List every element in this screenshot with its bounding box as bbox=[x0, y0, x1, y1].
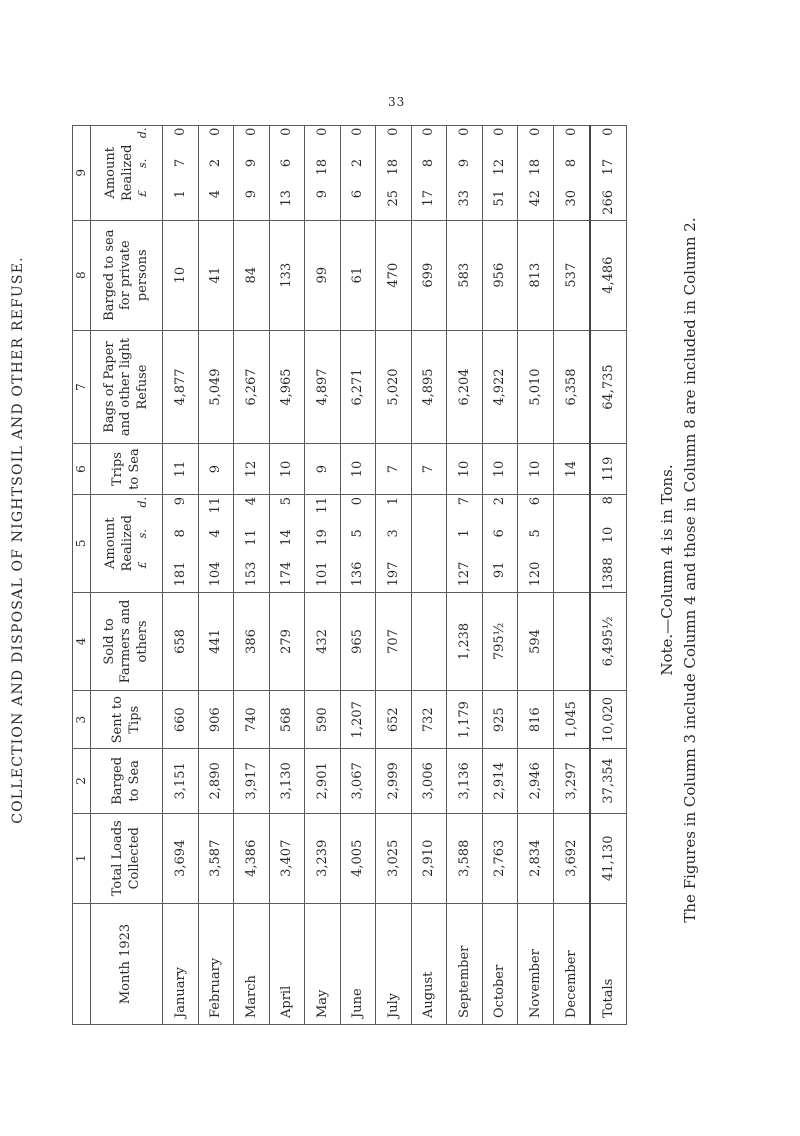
trips-cell: 7 bbox=[376, 444, 412, 495]
shillings-value: 9 bbox=[456, 158, 472, 168]
pence-value: 0 bbox=[527, 127, 543, 136]
sold-cell: 432 bbox=[305, 592, 341, 691]
pence-value: 1 bbox=[385, 496, 401, 506]
amount-lsd bbox=[528, 126, 543, 220]
sent-to-tips-cell: 740 bbox=[234, 691, 270, 749]
amount-realized-cell bbox=[198, 494, 234, 592]
amount-realized-cell-9 bbox=[234, 126, 270, 221]
amount-realized-cell bbox=[269, 494, 305, 592]
sold-cell: 707 bbox=[376, 592, 412, 691]
barged-private-cell: 4,486 bbox=[590, 220, 627, 330]
sent-to-tips-header: Sent to Tips bbox=[91, 691, 163, 749]
amount-lsd bbox=[315, 495, 330, 592]
barged-private-cell: 470 bbox=[376, 220, 412, 330]
table-row bbox=[269, 126, 305, 1025]
month-cell: May bbox=[305, 904, 341, 1025]
pence-value: 9 bbox=[172, 496, 188, 506]
pence-value: 7 bbox=[456, 496, 472, 506]
month-header: Month 1923 bbox=[91, 904, 163, 1025]
pence-value: 8 bbox=[600, 496, 616, 505]
pence-value: 0 bbox=[421, 127, 437, 136]
barged-private-cell: 61 bbox=[340, 220, 376, 330]
pounds-value: 120 bbox=[527, 561, 543, 587]
amount-realized-cell bbox=[553, 494, 590, 592]
barged-private-header: Barged to sea for private persons bbox=[91, 220, 163, 330]
table-row bbox=[340, 126, 376, 1025]
month-cell: July bbox=[376, 904, 412, 1025]
shillings-value: 18 bbox=[314, 158, 330, 176]
amount-lsd bbox=[421, 126, 436, 220]
amount-lsd bbox=[244, 126, 259, 220]
total-loads-cell: 2,834 bbox=[518, 813, 554, 903]
bags-cell: 4,877 bbox=[163, 330, 199, 444]
col-number: 1 bbox=[73, 813, 91, 903]
shillings-value: 12 bbox=[492, 158, 508, 176]
col-number: 8 bbox=[73, 220, 91, 330]
shillings-value: 2 bbox=[208, 158, 224, 168]
pounds-value: 266 bbox=[600, 189, 616, 215]
pounds-unit: £ bbox=[135, 189, 149, 197]
bags-cell: 64,735 bbox=[590, 330, 627, 444]
month-cell: September bbox=[447, 904, 483, 1025]
bags-cell: 4,965 bbox=[269, 330, 305, 444]
pence-value: 0 bbox=[600, 127, 616, 136]
amount-lsd bbox=[208, 126, 223, 220]
pence-value: 11 bbox=[314, 496, 330, 514]
barged-to-sea-header: Barged to Sea bbox=[91, 749, 163, 813]
shillings-unit: s. bbox=[135, 158, 149, 168]
amount-realized-cell bbox=[518, 494, 554, 592]
pounds-value: 25 bbox=[385, 189, 401, 207]
table-row bbox=[376, 126, 412, 1025]
total-loads-cell: 2,910 bbox=[411, 813, 447, 903]
bags-cell: 4,895 bbox=[411, 330, 447, 444]
barged-to-sea-cell: 2,914 bbox=[482, 749, 518, 813]
amount-lsd bbox=[386, 495, 401, 592]
shillings-value: 11 bbox=[243, 529, 259, 546]
amount-lsd bbox=[492, 126, 507, 220]
bags-cell: 4,922 bbox=[482, 330, 518, 444]
barged-to-sea-cell: 3,297 bbox=[553, 749, 590, 813]
bags-cell: 6,267 bbox=[234, 330, 270, 444]
amount-lsd bbox=[208, 495, 223, 592]
shillings-value: 8 bbox=[172, 529, 188, 538]
shillings-value: 18 bbox=[385, 158, 401, 176]
pounds-value: 104 bbox=[208, 561, 224, 587]
col-number: 3 bbox=[73, 691, 91, 749]
trips-cell: 12 bbox=[234, 444, 270, 495]
table-row bbox=[518, 126, 554, 1025]
pence-value: 0 bbox=[172, 127, 188, 136]
trips-cell: 11 bbox=[163, 444, 199, 495]
bags-cell: 5,020 bbox=[376, 330, 412, 444]
col-number: 2 bbox=[73, 749, 91, 813]
barged-to-sea-cell: 3,917 bbox=[234, 749, 270, 813]
month-cell: Totals bbox=[590, 904, 627, 1025]
pounds-value: 4 bbox=[208, 189, 224, 199]
month-cell: August bbox=[411, 904, 447, 1025]
pounds-value: 174 bbox=[279, 561, 295, 587]
pounds-value: 101 bbox=[314, 561, 330, 587]
table-row bbox=[553, 126, 590, 1025]
amount-lsd bbox=[457, 495, 472, 592]
trips-cell: 10 bbox=[518, 444, 554, 495]
shillings-value: 6 bbox=[279, 158, 295, 168]
amount-realized-cell bbox=[482, 494, 518, 592]
pence-value: 5 bbox=[279, 496, 295, 506]
bags-cell: 5,049 bbox=[198, 330, 234, 444]
pence-value: 4 bbox=[243, 496, 259, 506]
amount-lsd bbox=[528, 495, 543, 592]
sold-cell: 386 bbox=[234, 592, 270, 691]
trips-cell: 10 bbox=[340, 444, 376, 495]
table-row bbox=[234, 126, 270, 1025]
sent-to-tips-cell: 1,045 bbox=[553, 691, 590, 749]
barged-to-sea-cell: 3,151 bbox=[163, 749, 199, 813]
page-title: COLLECTION AND DISPOSAL OF NIGHTSOIL AND OTHER REFUSE. bbox=[10, 256, 26, 824]
amount-realized-cell-9 bbox=[553, 126, 590, 221]
pence-value: 0 bbox=[385, 127, 401, 136]
barged-private-cell: 699 bbox=[411, 220, 447, 330]
pence-value: 0 bbox=[563, 127, 579, 136]
barged-to-sea-cell: 3,130 bbox=[269, 749, 305, 813]
pounds-value: 1388 bbox=[600, 557, 616, 591]
barged-to-sea-cell: 3,136 bbox=[447, 749, 483, 813]
total-loads-cell: 41,130 bbox=[590, 813, 627, 903]
refuse-table bbox=[72, 125, 627, 1025]
sold-cell: 441 bbox=[198, 592, 234, 691]
amount-realized-cell-9 bbox=[376, 126, 412, 221]
amount-realized-cell-9 bbox=[305, 126, 341, 221]
shillings-value: 14 bbox=[279, 529, 295, 546]
refuse-table-rotated bbox=[72, 125, 627, 1025]
barged-private-cell: 41 bbox=[198, 220, 234, 330]
sold-cell: 1,238 bbox=[447, 592, 483, 691]
pounds-value: 51 bbox=[492, 189, 508, 207]
table-row bbox=[447, 126, 483, 1025]
total-loads-header: Total Loads Collected bbox=[91, 813, 163, 903]
col-number-blank bbox=[73, 904, 91, 1025]
total-loads-cell: 2,763 bbox=[482, 813, 518, 903]
column-number-row bbox=[73, 126, 91, 1025]
bags-cell: 6,204 bbox=[447, 330, 483, 444]
pence-value: 6 bbox=[527, 496, 543, 506]
amount-realized-cell-9 bbox=[163, 126, 199, 221]
amount-lsd bbox=[173, 126, 188, 220]
amount-realized-header-9 bbox=[91, 126, 163, 221]
month-cell: February bbox=[198, 904, 234, 1025]
amount-lsd bbox=[244, 495, 259, 592]
sent-to-tips-cell: 10,020 bbox=[590, 691, 627, 749]
trips-header: Trips to Sea bbox=[91, 444, 163, 495]
sent-to-tips-cell: 568 bbox=[269, 691, 305, 749]
table-row bbox=[482, 126, 518, 1025]
amount-realized-cell-9 bbox=[518, 126, 554, 221]
total-loads-cell: 3,407 bbox=[269, 813, 305, 903]
page-number: 33 bbox=[388, 95, 406, 109]
sold-cell: 279 bbox=[269, 592, 305, 691]
trips-cell: 7 bbox=[411, 444, 447, 495]
amount-lsd bbox=[173, 495, 188, 592]
pence-value: 0 bbox=[314, 127, 330, 136]
amount-lsd bbox=[492, 495, 507, 592]
lsd-units bbox=[136, 495, 150, 592]
pence-value: 0 bbox=[279, 127, 295, 136]
barged-private-cell: 10 bbox=[163, 220, 199, 330]
total-loads-cell: 3,692 bbox=[553, 813, 590, 903]
table-row bbox=[305, 126, 341, 1025]
sold-cell: 6,495½ bbox=[590, 592, 627, 691]
pounds-value: 33 bbox=[456, 189, 472, 207]
sold-cell: 594 bbox=[518, 592, 554, 691]
trips-cell: 10 bbox=[269, 444, 305, 495]
shillings-value: 8 bbox=[563, 158, 579, 168]
bags-cell: 5,010 bbox=[518, 330, 554, 444]
bags-cell: 4,897 bbox=[305, 330, 341, 444]
pence-value: 0 bbox=[456, 127, 472, 136]
barged-private-cell: 133 bbox=[269, 220, 305, 330]
col-number: 4 bbox=[73, 592, 91, 691]
barged-private-cell: 84 bbox=[234, 220, 270, 330]
shillings-value: 8 bbox=[421, 158, 437, 168]
table-body bbox=[163, 126, 627, 1025]
sent-to-tips-cell: 1,207 bbox=[340, 691, 376, 749]
shillings-value: 10 bbox=[600, 526, 616, 544]
pounds-value: 30 bbox=[563, 189, 579, 207]
month-cell: December bbox=[553, 904, 590, 1025]
table-row bbox=[198, 126, 234, 1025]
amount-lsd bbox=[279, 495, 294, 592]
lsd-units bbox=[136, 126, 150, 220]
barged-to-sea-cell: 2,901 bbox=[305, 749, 341, 813]
amount-realized-cell bbox=[305, 494, 341, 592]
pence-value: 0 bbox=[243, 127, 259, 136]
sold-cell bbox=[553, 592, 590, 691]
total-loads-cell: 4,005 bbox=[340, 813, 376, 903]
sent-to-tips-cell: 906 bbox=[198, 691, 234, 749]
amount-realized-cell bbox=[376, 494, 412, 592]
barged-to-sea-cell: 2,999 bbox=[376, 749, 412, 813]
amount-realized-cell bbox=[411, 494, 447, 592]
amount-realized-cell-9 bbox=[447, 126, 483, 221]
trips-cell: 14 bbox=[553, 444, 590, 495]
barged-to-sea-cell: 3,067 bbox=[340, 749, 376, 813]
total-loads-cell: 3,587 bbox=[198, 813, 234, 903]
pounds-value: 197 bbox=[385, 561, 401, 587]
shillings-value: 4 bbox=[208, 529, 224, 538]
amount-realized-cell bbox=[340, 494, 376, 592]
total-loads-cell: 4,386 bbox=[234, 813, 270, 903]
month-cell: October bbox=[482, 904, 518, 1025]
pence-value: 0 bbox=[492, 127, 508, 136]
amount-lsd bbox=[279, 126, 294, 220]
table-row bbox=[163, 126, 199, 1025]
pounds-value: 9 bbox=[314, 189, 330, 199]
shillings-value: 17 bbox=[600, 158, 616, 176]
amount-lsd bbox=[350, 126, 365, 220]
amount-realized-cell bbox=[163, 494, 199, 592]
sent-to-tips-cell: 732 bbox=[411, 691, 447, 749]
trips-cell: 10 bbox=[482, 444, 518, 495]
amount-lsd bbox=[601, 495, 616, 592]
bags-cell: 6,358 bbox=[553, 330, 590, 444]
amount-header-label: Amount Realized bbox=[103, 515, 135, 572]
sent-to-tips-cell: 660 bbox=[163, 691, 199, 749]
pence-value: 0 bbox=[208, 127, 224, 136]
shillings-value: 6 bbox=[492, 529, 508, 538]
sent-to-tips-cell: 925 bbox=[482, 691, 518, 749]
totals-row bbox=[590, 126, 627, 1025]
note-figures: The Figures in Column 3 include Column 4 and those in Column 8 are included in Column 2. bbox=[681, 217, 699, 923]
amount-realized-cell bbox=[234, 494, 270, 592]
pounds-value: 17 bbox=[421, 189, 437, 207]
barged-private-cell: 813 bbox=[518, 220, 554, 330]
amount-lsd bbox=[564, 126, 579, 220]
col-number: 9 bbox=[73, 126, 91, 221]
total-loads-cell: 3,588 bbox=[447, 813, 483, 903]
amount-header-label: Amount Realized bbox=[103, 144, 135, 201]
shillings-value: 9 bbox=[243, 158, 259, 168]
sent-to-tips-cell: 590 bbox=[305, 691, 341, 749]
shillings-value: 3 bbox=[385, 529, 401, 538]
pounds-value: 136 bbox=[350, 561, 366, 587]
total-loads-cell: 3,239 bbox=[305, 813, 341, 903]
total-loads-cell: 3,025 bbox=[376, 813, 412, 903]
pounds-value: 6 bbox=[350, 189, 366, 199]
amount-realized-cell-9 bbox=[340, 126, 376, 221]
month-cell: January bbox=[163, 904, 199, 1025]
pence-unit: d. bbox=[135, 496, 149, 508]
barged-private-cell: 583 bbox=[447, 220, 483, 330]
barged-to-sea-cell: 37,354 bbox=[590, 749, 627, 813]
total-loads-cell: 3,694 bbox=[163, 813, 199, 903]
sent-to-tips-cell: 1,179 bbox=[447, 691, 483, 749]
amount-lsd bbox=[350, 495, 365, 592]
pounds-value: 127 bbox=[456, 561, 472, 587]
col-number: 5 bbox=[73, 494, 91, 592]
pence-value: 0 bbox=[350, 127, 366, 136]
pounds-value: 91 bbox=[492, 561, 508, 579]
pence-value: 11 bbox=[208, 496, 224, 514]
pounds-value: 13 bbox=[279, 189, 295, 207]
pounds-unit: £ bbox=[135, 561, 149, 569]
amount-realized-cell bbox=[590, 494, 627, 592]
amount-realized-cell-9 bbox=[269, 126, 305, 221]
pounds-value: 153 bbox=[243, 561, 259, 587]
sold-cell: 965 bbox=[340, 592, 376, 691]
shillings-value: 7 bbox=[172, 158, 188, 168]
shillings-unit: s. bbox=[135, 529, 149, 539]
sold-cell: 658 bbox=[163, 592, 199, 691]
barged-private-cell: 956 bbox=[482, 220, 518, 330]
pounds-value: 181 bbox=[172, 561, 188, 587]
amount-realized-cell-9 bbox=[482, 126, 518, 221]
month-cell: April bbox=[269, 904, 305, 1025]
shillings-value: 1 bbox=[456, 529, 472, 538]
shillings-value: 2 bbox=[350, 158, 366, 168]
sold-header: Sold to Farmers and others bbox=[91, 592, 163, 691]
col-number: 7 bbox=[73, 330, 91, 444]
amount-lsd bbox=[457, 126, 472, 220]
sold-cell: 795½ bbox=[482, 592, 518, 691]
trips-cell: 119 bbox=[590, 444, 627, 495]
amount-lsd bbox=[315, 126, 330, 220]
shillings-value: 18 bbox=[527, 158, 543, 176]
amount-lsd bbox=[386, 126, 401, 220]
barged-to-sea-cell: 2,890 bbox=[198, 749, 234, 813]
shillings-value: 5 bbox=[350, 529, 366, 538]
shillings-value: 19 bbox=[314, 529, 330, 546]
month-cell: June bbox=[340, 904, 376, 1025]
sent-to-tips-cell: 652 bbox=[376, 691, 412, 749]
amount-realized-cell-9 bbox=[411, 126, 447, 221]
amount-realized-header bbox=[91, 494, 163, 592]
header-row bbox=[91, 126, 163, 1025]
table-row bbox=[411, 126, 447, 1025]
pounds-value: 1 bbox=[172, 189, 188, 199]
bags-cell: 6,271 bbox=[340, 330, 376, 444]
amount-realized-cell bbox=[447, 494, 483, 592]
shillings-value: 5 bbox=[527, 529, 543, 538]
trips-cell: 9 bbox=[305, 444, 341, 495]
sent-to-tips-cell: 816 bbox=[518, 691, 554, 749]
sold-cell bbox=[411, 592, 447, 691]
pence-unit: d. bbox=[135, 127, 149, 139]
bags-header: Bags of Paper and other light Refuse bbox=[91, 330, 163, 444]
trips-cell: 9 bbox=[198, 444, 234, 495]
month-cell: March bbox=[234, 904, 270, 1025]
month-cell: November bbox=[518, 904, 554, 1025]
amount-realized-cell-9 bbox=[198, 126, 234, 221]
amount-lsd bbox=[601, 126, 616, 220]
pounds-value: 9 bbox=[243, 189, 259, 199]
amount-realized-cell-9 bbox=[590, 126, 627, 221]
pounds-value: 42 bbox=[527, 189, 543, 207]
trips-cell: 10 bbox=[447, 444, 483, 495]
pence-value: 0 bbox=[350, 496, 366, 506]
pence-value: 2 bbox=[492, 496, 508, 506]
note-column-4: Note.—Column 4 is in Tons. bbox=[658, 464, 676, 676]
barged-to-sea-cell: 2,946 bbox=[518, 749, 554, 813]
col-number: 6 bbox=[73, 444, 91, 495]
barged-private-cell: 537 bbox=[553, 220, 590, 330]
barged-private-cell: 99 bbox=[305, 220, 341, 330]
barged-to-sea-cell: 3,006 bbox=[411, 749, 447, 813]
